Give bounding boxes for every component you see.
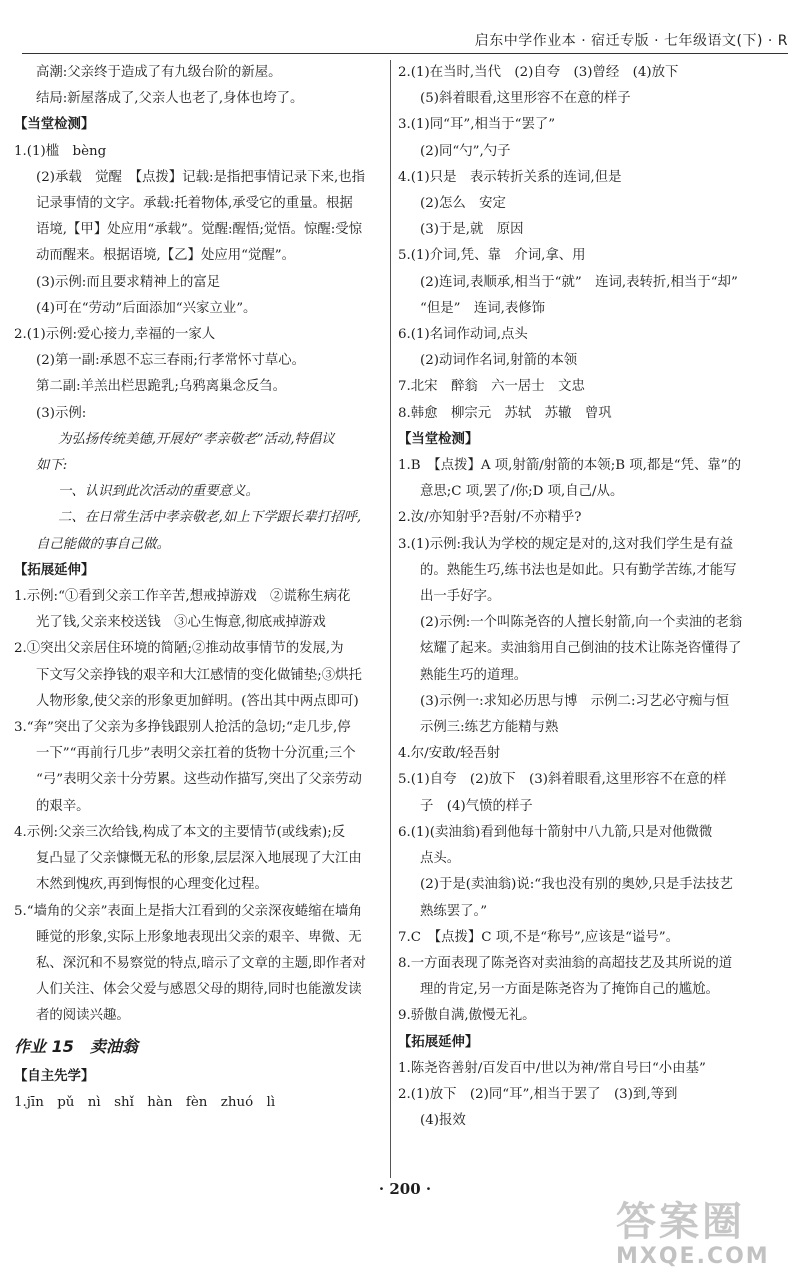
text-line: 4.(1)只是 表示转折关系的连词,但是 bbox=[398, 169, 622, 185]
text-line: (5)斜着眼看,这里形容不在意的样子 bbox=[420, 91, 631, 107]
text-line: 8.韩愈 柳宗元 苏轼 苏辙 曾巩 bbox=[398, 405, 612, 421]
text-line: 一、认识到此次活动的重要意义。 bbox=[58, 484, 259, 500]
text-line: 2.①突出父亲居住环境的简陋;②推动故事情节的发展,为 bbox=[14, 641, 344, 657]
section-heading: 【拓展延伸】 bbox=[398, 1034, 479, 1050]
page-number: · 200 · bbox=[378, 1180, 432, 1198]
text-line: 二、在日常生活中孝亲敬老,如上下学跟长辈打招呼, bbox=[58, 510, 362, 526]
section-heading: 【当堂检测】 bbox=[398, 431, 479, 447]
text-line: 3.(1)同“耳”,相当于“罢了” bbox=[398, 117, 556, 133]
text-line: 2.(1)放下 (2)同“耳”,相当于罢了 (3)到,等到 bbox=[398, 1086, 678, 1102]
text-line: 光了钱,父亲来校送钱 ③心生悔意,彻底戒掉游戏 bbox=[36, 615, 326, 631]
text-line: 者的阅读兴趣。 bbox=[36, 1008, 130, 1024]
text-line: 睡觉的形象,实际上形象地表现出父亲的艰辛、卑微、无 bbox=[36, 929, 362, 945]
text-line: 8.一方面表现了陈尧咨对卖油翁的高超技艺及其所说的道 bbox=[398, 955, 733, 971]
text-line: 9.骄傲自满,傲慢无礼。 bbox=[398, 1008, 536, 1024]
text-line: 复凸显了父亲慷慨无私的形象,层层深入地展现了大江由 bbox=[36, 851, 362, 867]
text-line: 点头。 bbox=[420, 851, 461, 867]
text-line: 示例三:练艺方能精与熟 bbox=[420, 720, 559, 736]
text-line: 语境,【甲】处应用“承载”。觉醒:醒悟;觉悟。惊醒:受惊 bbox=[36, 222, 363, 238]
text-line: (3)于是,就 原因 bbox=[420, 222, 524, 238]
text-line: 为弘扬传统美德,开展好“孝亲敬老”活动,特倡议 bbox=[58, 431, 335, 447]
text-line: (2)连词,表顺承,相当于“就” 连词,表转折,相当于“却” bbox=[420, 274, 738, 290]
text-line: 意思;C 项,罢了/你;D 项,自己/从。 bbox=[420, 484, 624, 500]
text-line: 3.“奔”突出了父亲为多挣钱跟别人抢活的急切;“走几步,停 bbox=[14, 720, 351, 736]
text-line: (3)示例:而且要求精神上的富足 bbox=[36, 274, 221, 290]
text-line: 4.示例:父亲三次给钱,构成了本文的主要情节(或线索);反 bbox=[14, 824, 346, 840]
text-line: 人们关注、体会父爱与感恩父母的期待,同时也能激发读 bbox=[36, 982, 362, 998]
text-line: 第二副:羊羔出栏思跪乳;乌鸦离巢念反刍。 bbox=[36, 379, 287, 395]
text-line: 熟能生巧的道理。 bbox=[420, 667, 528, 683]
text-line: 2.汝/亦知射乎?吾射/不亦精乎? bbox=[398, 510, 582, 526]
text-line: 出一手好字。 bbox=[420, 589, 501, 605]
text-line: 2.(1)在当时,当代 (2)自夸 (3)曾经 (4)放下 bbox=[398, 65, 679, 80]
text-line: 6.(1)名词作动词,点头 bbox=[398, 327, 528, 343]
text-line: (4)报效 bbox=[420, 1113, 466, 1129]
text-line: 理的肯定,另一方面是陈尧咨为了掩饰自己的尴尬。 bbox=[420, 982, 719, 998]
text-line: 自己能做的事自己做。 bbox=[36, 536, 170, 552]
text-line: (2)示例:一个叫陈尧咨的人擅长射箭,向一个卖油的老翁 bbox=[420, 615, 743, 631]
text-line: (3)示例一:求知必历思与博 示例二:习艺必守痴与恒 bbox=[420, 693, 730, 709]
text-line: 1.陈尧咨善射/百发百中/世以为神/常自号曰“小由基” bbox=[398, 1060, 706, 1076]
text-line: (4)可在“劳动”后面添加“兴家立业”。 bbox=[36, 300, 257, 316]
column-divider bbox=[390, 60, 391, 1178]
text-line: “弓”表明父亲十分劳累。这些动作描写,突出了父亲劳动 bbox=[36, 772, 362, 788]
page-header: 启东中学作业本 · 宿迁专版 · 七年级语文(下) · R bbox=[474, 33, 788, 49]
text-line: (2)承载 觉醒 【点拨】记载:是指把事情记录下来,也指 bbox=[36, 169, 366, 185]
text-line: 5.(1)自夸 (2)放下 (3)斜着眼看,这里形容不在意的样 bbox=[398, 772, 727, 788]
text-line: (2)第一副:承恩不忘三春雨;行孝常怀寸草心。 bbox=[36, 353, 306, 369]
text-line: “但是” 连词,表修饰 bbox=[420, 300, 546, 316]
text-line: 熟练罢了。” bbox=[420, 903, 488, 919]
text-line: (3)示例: bbox=[36, 405, 87, 421]
watermark-logo bbox=[616, 1200, 806, 1276]
left-column bbox=[14, 60, 386, 1116]
text-line: 子 (4)气愤的样子 bbox=[420, 798, 533, 814]
text-line: 如下: bbox=[36, 458, 68, 474]
text-line: 的。熟能生巧,练书法也是如此。只有勤学苦练,才能写 bbox=[420, 562, 737, 578]
right-column bbox=[398, 60, 770, 1134]
text-line: 结局:新屋落成了,父亲人也老了,身体也垮了。 bbox=[36, 91, 304, 107]
section-heading: 【拓展延伸】 bbox=[14, 562, 95, 578]
text-line: (2)于是(卖油翁)说:“我也没有别的奥妙,只是手法技艺 bbox=[420, 877, 733, 893]
text-line: 一下”“再前行几步”表明父亲扛着的货物十分沉重;三个 bbox=[36, 746, 356, 762]
text-line: 记录事情的文字。承载:托着物体,承受它的重量。根据 bbox=[36, 196, 353, 212]
text-line: 1.(1)槛 bèng bbox=[14, 143, 107, 159]
text-line: (2)同“勺”,勺子 bbox=[420, 143, 511, 159]
text-line: 6.(1)(卖油翁)看到他每十箭射中八九箭,只是对他微微 bbox=[398, 824, 713, 840]
text-line: 4.尔/安敢/轻吾射 bbox=[398, 746, 501, 762]
watermark-line2: MXQE.COM bbox=[616, 1244, 770, 1269]
text-line: 下文写父亲挣钱的艰辛和大江感情的变化做铺垫;③烘托 bbox=[36, 667, 362, 683]
text-line: 2.(1)示例:爱心接力,幸福的一家人 bbox=[14, 327, 216, 343]
text-line: 炫耀了起来。卖油翁用自己倒油的技术让陈尧咨懂得了 bbox=[420, 641, 742, 657]
text-line: (2)动词作名词,射箭的本领 bbox=[420, 353, 578, 369]
section-heading: 【自主先学】 bbox=[14, 1068, 95, 1084]
text-line: 私、深沉和不易察觉的特点,暗示了文章的主题,即作者对 bbox=[36, 955, 366, 971]
text-line: 1.B 【点拨】A 项,射箭/射箭的本领;B 项,都是“凭、靠”的 bbox=[398, 458, 741, 474]
text-line: 木然到愧疚,再到悔恨的心理变化过程。 bbox=[36, 877, 268, 893]
text-line: (2)怎么 安定 bbox=[420, 196, 506, 212]
text-line: 1.示例:“①看到父亲工作辛苦,想戒掉游戏 ②谎称生病花 bbox=[14, 589, 351, 605]
text-line: 1.jīn pǔ nì shǐ hàn fèn zhuó lì bbox=[14, 1094, 276, 1110]
text-line: 3.(1)示例:我认为学校的规定是对的,这对我们学生是有益 bbox=[398, 536, 734, 552]
section-heading: 作业 15 卖油翁 bbox=[14, 1036, 138, 1056]
watermark-line1: 答案圈 bbox=[616, 1199, 745, 1245]
text-line: 7.北宋 醉翁 六一居士 文忠 bbox=[398, 379, 585, 395]
header-rule bbox=[22, 53, 788, 54]
text-line: 动而醒来。根据语境,【乙】处应用“觉醒”。 bbox=[36, 248, 295, 264]
text-line: 高潮:父亲终于造成了有九级台阶的新屋。 bbox=[36, 65, 282, 80]
section-heading: 【当堂检测】 bbox=[14, 117, 95, 133]
text-line: 5.“墙角的父亲”表面上是指大江看到的父亲深夜蜷缩在墙角 bbox=[14, 903, 362, 919]
text-line: 5.(1)介词,凭、靠 介词,拿、用 bbox=[398, 248, 586, 264]
text-line: 的艰辛。 bbox=[36, 798, 90, 814]
text-line: 7.C 【点拨】C 项,不是“称号”,应该是“谥号”。 bbox=[398, 929, 679, 945]
text-line: 人物形象,使父亲的形象更加鲜明。(答出其中两点即可) bbox=[36, 693, 359, 709]
